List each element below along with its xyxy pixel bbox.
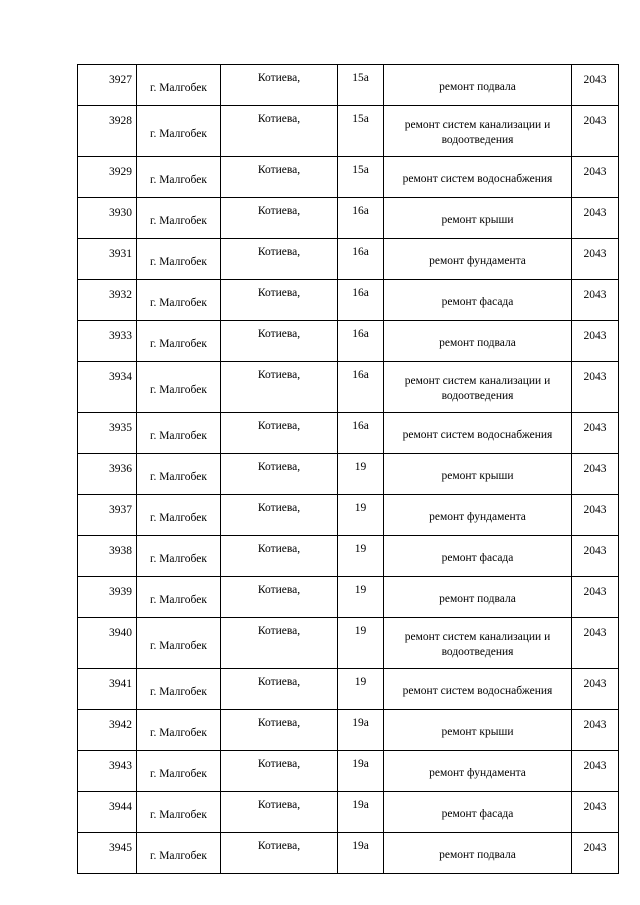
cell-house: 19а (338, 792, 384, 833)
cell-year: 2043 (572, 65, 619, 106)
table-row (78, 618, 619, 669)
cell-year: 2043 (572, 792, 619, 833)
cell-number: 3930 (78, 198, 137, 239)
cell-street: Котиева, (221, 280, 338, 321)
cell-house: 16а (338, 239, 384, 280)
repair-schedule-table (77, 64, 619, 874)
cell-city: г. Малгобек (137, 321, 221, 362)
cell-year: 2043 (572, 618, 619, 669)
cell-house: 19 (338, 577, 384, 618)
cell-number: 3940 (78, 618, 137, 669)
cell-work-type: ремонт систем водоснабжения (384, 157, 572, 198)
cell-street: Котиева, (221, 239, 338, 280)
cell-city: г. Малгобек (137, 792, 221, 833)
cell-house: 16а (338, 280, 384, 321)
cell-work-type: ремонт крыши (384, 454, 572, 495)
cell-work-type: ремонт систем канализации и водоотведения (384, 362, 572, 413)
table-row (78, 454, 619, 495)
cell-city: г. Малгобек (137, 618, 221, 669)
cell-work-type: ремонт фундамента (384, 239, 572, 280)
cell-number: 3936 (78, 454, 137, 495)
cell-city: г. Малгобек (137, 106, 221, 157)
cell-city: г. Малгобек (137, 362, 221, 413)
cell-work-type: ремонт крыши (384, 710, 572, 751)
cell-house: 19 (338, 536, 384, 577)
cell-year: 2043 (572, 157, 619, 198)
cell-city: г. Малгобек (137, 239, 221, 280)
table-row (78, 792, 619, 833)
cell-work-type: ремонт систем водоснабжения (384, 669, 572, 710)
cell-street: Котиева, (221, 577, 338, 618)
cell-work-type: ремонт подвала (384, 833, 572, 874)
cell-street: Котиева, (221, 751, 338, 792)
cell-house: 19 (338, 618, 384, 669)
cell-house: 19 (338, 454, 384, 495)
cell-street: Котиева, (221, 618, 338, 669)
cell-street: Котиева, (221, 65, 338, 106)
cell-street: Котиева, (221, 792, 338, 833)
cell-number: 3941 (78, 669, 137, 710)
table-row (78, 106, 619, 157)
cell-house: 16а (338, 362, 384, 413)
cell-year: 2043 (572, 106, 619, 157)
cell-city: г. Малгобек (137, 280, 221, 321)
table-row (78, 710, 619, 751)
cell-number: 3943 (78, 751, 137, 792)
cell-year: 2043 (572, 536, 619, 577)
cell-city: г. Малгобек (137, 157, 221, 198)
cell-number: 3933 (78, 321, 137, 362)
cell-city: г. Малгобек (137, 65, 221, 106)
cell-city: г. Малгобек (137, 577, 221, 618)
table-row (78, 239, 619, 280)
cell-number: 3945 (78, 833, 137, 874)
cell-number: 3935 (78, 413, 137, 454)
cell-house: 19 (338, 495, 384, 536)
cell-city: г. Малгобек (137, 454, 221, 495)
cell-house: 19 (338, 669, 384, 710)
table-row (78, 577, 619, 618)
cell-work-type: ремонт фасада (384, 536, 572, 577)
cell-city: г. Малгобек (137, 669, 221, 710)
cell-number: 3938 (78, 536, 137, 577)
table-row (78, 413, 619, 454)
cell-house: 15а (338, 157, 384, 198)
cell-work-type: ремонт фасада (384, 792, 572, 833)
cell-street: Котиева, (221, 413, 338, 454)
cell-street: Котиева, (221, 833, 338, 874)
cell-work-type: ремонт систем канализации и водоотведения (384, 106, 572, 157)
cell-house: 19а (338, 751, 384, 792)
cell-house: 15а (338, 65, 384, 106)
cell-city: г. Малгобек (137, 710, 221, 751)
cell-house: 19а (338, 710, 384, 751)
cell-year: 2043 (572, 413, 619, 454)
table-row (78, 751, 619, 792)
cell-number: 3929 (78, 157, 137, 198)
table-row (78, 198, 619, 239)
cell-city: г. Малгобек (137, 536, 221, 577)
table-row (78, 536, 619, 577)
cell-street: Котиева, (221, 198, 338, 239)
table-row (78, 833, 619, 874)
cell-year: 2043 (572, 495, 619, 536)
table-row (78, 321, 619, 362)
cell-city: г. Малгобек (137, 198, 221, 239)
cell-year: 2043 (572, 198, 619, 239)
cell-street: Котиева, (221, 321, 338, 362)
cell-city: г. Малгобек (137, 751, 221, 792)
cell-number: 3932 (78, 280, 137, 321)
cell-number: 3934 (78, 362, 137, 413)
cell-year: 2043 (572, 454, 619, 495)
cell-city: г. Малгобек (137, 495, 221, 536)
cell-year: 2043 (572, 577, 619, 618)
cell-year: 2043 (572, 280, 619, 321)
cell-number: 3942 (78, 710, 137, 751)
table-row (78, 669, 619, 710)
cell-street: Котиева, (221, 495, 338, 536)
table-row (78, 280, 619, 321)
cell-street: Котиева, (221, 710, 338, 751)
cell-street: Котиева, (221, 106, 338, 157)
cell-number: 3927 (78, 65, 137, 106)
cell-number: 3928 (78, 106, 137, 157)
cell-year: 2043 (572, 833, 619, 874)
table-row (78, 65, 619, 106)
cell-street: Котиева, (221, 454, 338, 495)
cell-street: Котиева, (221, 157, 338, 198)
cell-street: Котиева, (221, 536, 338, 577)
cell-year: 2043 (572, 239, 619, 280)
cell-number: 3937 (78, 495, 137, 536)
cell-house: 19а (338, 833, 384, 874)
cell-house: 16а (338, 198, 384, 239)
cell-number: 3944 (78, 792, 137, 833)
cell-city: г. Малгобек (137, 833, 221, 874)
cell-work-type: ремонт подвала (384, 65, 572, 106)
cell-year: 2043 (572, 321, 619, 362)
cell-work-type: ремонт подвала (384, 577, 572, 618)
cell-work-type: ремонт крыши (384, 198, 572, 239)
cell-work-type: ремонт фундамента (384, 751, 572, 792)
cell-year: 2043 (572, 362, 619, 413)
cell-street: Котиева, (221, 362, 338, 413)
cell-house: 16а (338, 413, 384, 454)
cell-year: 2043 (572, 751, 619, 792)
cell-house: 16а (338, 321, 384, 362)
cell-work-type: ремонт подвала (384, 321, 572, 362)
table-row (78, 495, 619, 536)
cell-number: 3939 (78, 577, 137, 618)
cell-year: 2043 (572, 710, 619, 751)
cell-street: Котиева, (221, 669, 338, 710)
cell-work-type: ремонт систем канализации и водоотведения (384, 618, 572, 669)
cell-number: 3931 (78, 239, 137, 280)
table-row (78, 362, 619, 413)
cell-work-type: ремонт систем водоснабжения (384, 413, 572, 454)
cell-work-type: ремонт фасада (384, 280, 572, 321)
table-row (78, 157, 619, 198)
cell-city: г. Малгобек (137, 413, 221, 454)
cell-year: 2043 (572, 669, 619, 710)
cell-house: 15а (338, 106, 384, 157)
cell-work-type: ремонт фундамента (384, 495, 572, 536)
